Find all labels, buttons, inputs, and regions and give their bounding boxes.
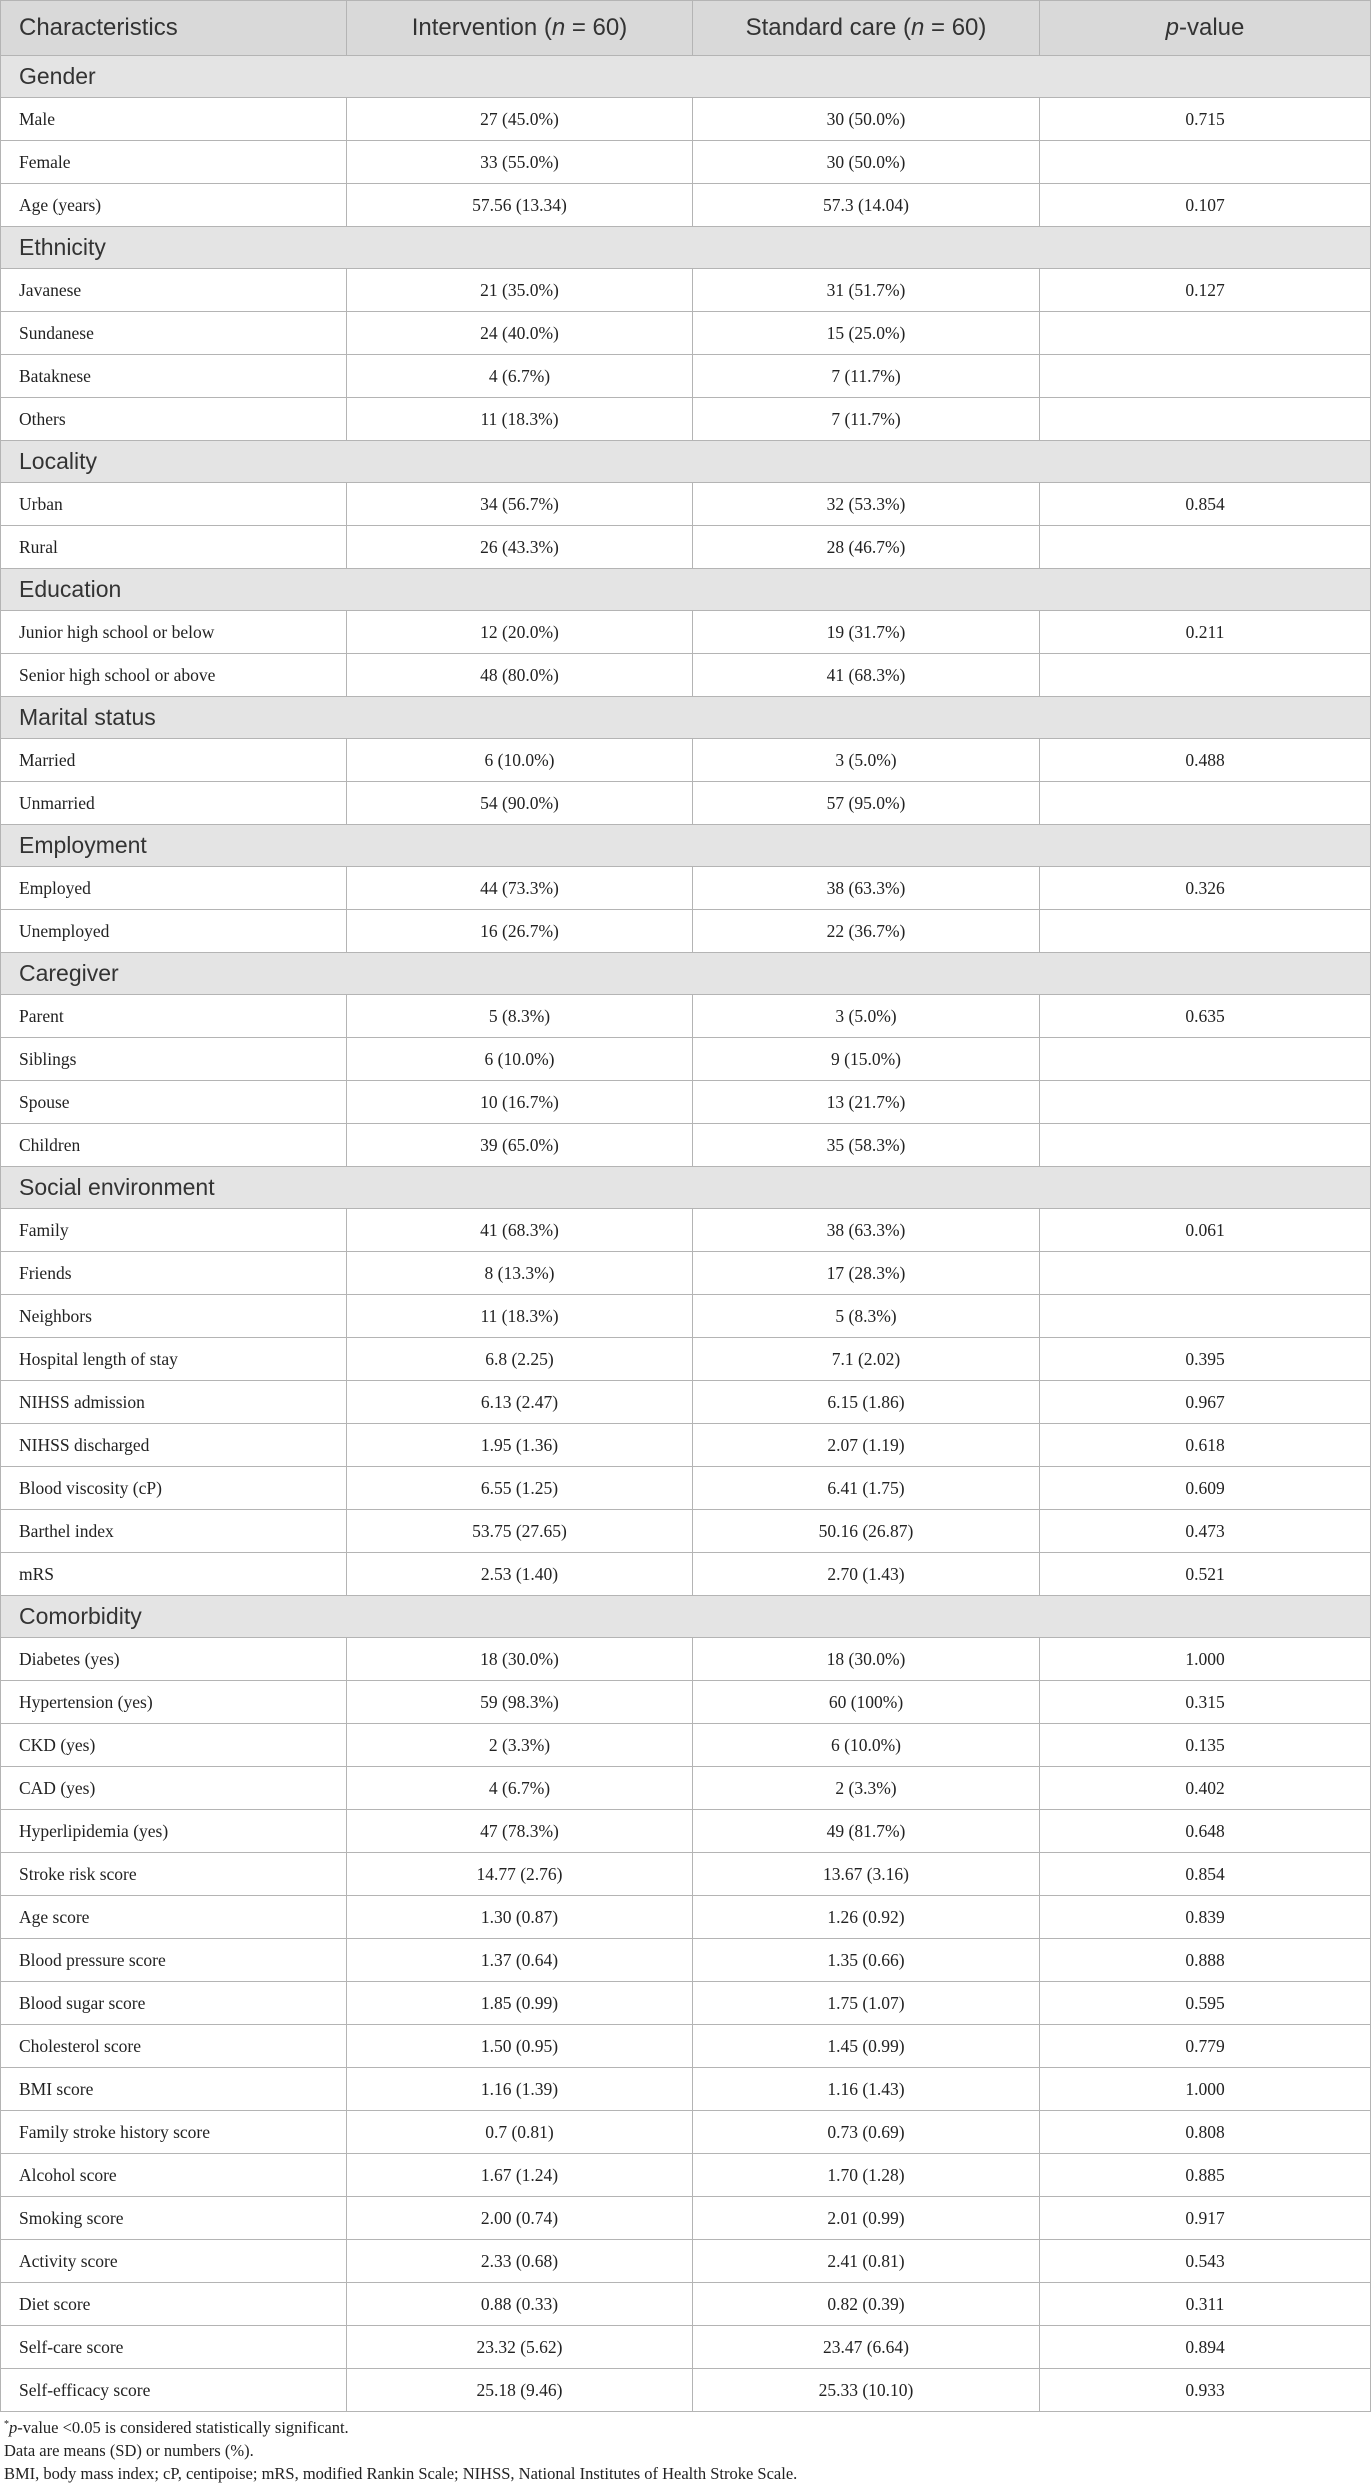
table-row xyxy=(1,1467,1371,1510)
standard-care-value: 1.26 (0.92) xyxy=(693,1896,1040,1939)
p-value: 0.967 xyxy=(1040,1381,1371,1424)
standard-care-value: 31 (51.7%) xyxy=(693,269,1040,312)
p-value: 0.521 xyxy=(1040,1553,1371,1596)
standard-care-value: 60 (100%) xyxy=(693,1681,1040,1724)
intervention-value: 24 (40.0%) xyxy=(347,312,693,355)
section-label: Education xyxy=(1,569,1371,611)
standard-care-value: 49 (81.7%) xyxy=(693,1810,1040,1853)
intervention-value: 12 (20.0%) xyxy=(347,611,693,654)
p-value: 0.107 xyxy=(1040,184,1371,227)
table-row xyxy=(1,1810,1371,1853)
intervention-value: 57.56 (13.34) xyxy=(347,184,693,227)
table-row xyxy=(1,782,1371,825)
intervention-value: 1.37 (0.64) xyxy=(347,1939,693,1982)
intervention-value: 0.7 (0.81) xyxy=(347,2111,693,2154)
p-value: 0.609 xyxy=(1040,1467,1371,1510)
footnote-significance-text: -value <0.05 is considered statistically significant. xyxy=(17,2418,349,2437)
standard-care-value: 1.16 (1.43) xyxy=(693,2068,1040,2111)
p-value: 0.402 xyxy=(1040,1767,1371,1810)
standard-care-value: 41 (68.3%) xyxy=(693,654,1040,697)
row-label: Hospital length of stay xyxy=(1,1338,347,1381)
standard-care-value: 2 (3.3%) xyxy=(693,1767,1040,1810)
intervention-value: 48 (80.0%) xyxy=(347,654,693,697)
table-row xyxy=(1,1982,1371,2025)
table-row xyxy=(1,2154,1371,2197)
row-label: Activity score xyxy=(1,2240,347,2283)
intervention-value: 1.16 (1.39) xyxy=(347,2068,693,2111)
p-value: 0.315 xyxy=(1040,1681,1371,1724)
standard-care-value: 1.75 (1.07) xyxy=(693,1982,1040,2025)
intervention-value: 16 (26.7%) xyxy=(347,910,693,953)
p-value xyxy=(1040,526,1371,569)
standard-care-value: 2.41 (0.81) xyxy=(693,2240,1040,2283)
standard-care-value: 50.16 (26.87) xyxy=(693,1510,1040,1553)
intervention-value: 2.53 (1.40) xyxy=(347,1553,693,1596)
footnote-p: p xyxy=(9,2418,18,2437)
row-label: Unemployed xyxy=(1,910,347,953)
standard-care-value: 19 (31.7%) xyxy=(693,611,1040,654)
footnote-star: * xyxy=(4,2418,9,2430)
row-label: Employed xyxy=(1,867,347,910)
table-row xyxy=(1,2240,1371,2283)
section-row xyxy=(1,1596,1371,1638)
table-row xyxy=(1,1038,1371,1081)
intervention-value: 6 (10.0%) xyxy=(347,739,693,782)
header-intervention-n: n xyxy=(551,14,566,41)
table-row xyxy=(1,184,1371,227)
row-label: Neighbors xyxy=(1,1295,347,1338)
standard-care-value: 6.15 (1.86) xyxy=(693,1381,1040,1424)
row-label: NIHSS admission xyxy=(1,1381,347,1424)
p-value: 0.635 xyxy=(1040,995,1371,1038)
intervention-value: 34 (56.7%) xyxy=(347,483,693,526)
table-row xyxy=(1,910,1371,953)
section-row xyxy=(1,569,1371,611)
row-label: Sundanese xyxy=(1,312,347,355)
p-value xyxy=(1040,1124,1371,1167)
section-label: Social environment xyxy=(1,1167,1371,1209)
standard-care-value: 7 (11.7%) xyxy=(693,398,1040,441)
row-label: Self-efficacy score xyxy=(1,2369,347,2412)
table-row xyxy=(1,1252,1371,1295)
intervention-value: 8 (13.3%) xyxy=(347,1252,693,1295)
intervention-value: 6.8 (2.25) xyxy=(347,1338,693,1381)
section-row xyxy=(1,441,1371,483)
standard-care-value: 1.35 (0.66) xyxy=(693,1939,1040,1982)
table-row xyxy=(1,739,1371,782)
intervention-value: 1.85 (0.99) xyxy=(347,1982,693,2025)
p-value: 0.543 xyxy=(1040,2240,1371,2283)
p-value xyxy=(1040,782,1371,825)
row-label: mRS xyxy=(1,1553,347,1596)
table-row xyxy=(1,2326,1371,2369)
intervention-value: 54 (90.0%) xyxy=(347,782,693,825)
table-row xyxy=(1,1553,1371,1596)
p-value: 0.933 xyxy=(1040,2369,1371,2412)
row-label: Friends xyxy=(1,1252,347,1295)
standard-care-value: 6 (10.0%) xyxy=(693,1724,1040,1767)
p-value xyxy=(1040,1038,1371,1081)
standard-care-value: 38 (63.3%) xyxy=(693,1209,1040,1252)
table-row xyxy=(1,1338,1371,1381)
header-standard-care xyxy=(693,1,1040,56)
p-value: 0.488 xyxy=(1040,739,1371,782)
table-row xyxy=(1,654,1371,697)
section-label: Ethnicity xyxy=(1,227,1371,269)
row-label: Senior high school or above xyxy=(1,654,347,697)
standard-care-value: 30 (50.0%) xyxy=(693,98,1040,141)
table-row xyxy=(1,1681,1371,1724)
table-row xyxy=(1,2111,1371,2154)
row-label: Stroke risk score xyxy=(1,1853,347,1896)
row-label: Diet score xyxy=(1,2283,347,2326)
table-row xyxy=(1,1424,1371,1467)
intervention-value: 10 (16.7%) xyxy=(347,1081,693,1124)
table-body xyxy=(1,56,1371,2412)
header-characteristics: Characteristics xyxy=(1,1,347,56)
standard-care-value: 57.3 (14.04) xyxy=(693,184,1040,227)
standard-care-value: 23.47 (6.64) xyxy=(693,2326,1040,2369)
standard-care-value: 6.41 (1.75) xyxy=(693,1467,1040,1510)
row-label: Female xyxy=(1,141,347,184)
row-label: Cholesterol score xyxy=(1,2025,347,2068)
table-row xyxy=(1,867,1371,910)
standard-care-value: 5 (8.3%) xyxy=(693,1295,1040,1338)
p-value: 0.648 xyxy=(1040,1810,1371,1853)
row-label: NIHSS discharged xyxy=(1,1424,347,1467)
standard-care-value: 30 (50.0%) xyxy=(693,141,1040,184)
row-label: Spouse xyxy=(1,1081,347,1124)
section-label: Employment xyxy=(1,825,1371,867)
standard-care-value: 35 (58.3%) xyxy=(693,1124,1040,1167)
header-standard-suffix: = 60) xyxy=(924,14,987,41)
section-label: Comorbidity xyxy=(1,1596,1371,1638)
header-intervention-prefix: Intervention ( xyxy=(411,14,552,41)
section-label: Locality xyxy=(1,441,1371,483)
intervention-value: 18 (30.0%) xyxy=(347,1638,693,1681)
p-value xyxy=(1040,1081,1371,1124)
row-label: Urban xyxy=(1,483,347,526)
row-label: Javanese xyxy=(1,269,347,312)
intervention-value: 1.67 (1.24) xyxy=(347,2154,693,2197)
row-label: CAD (yes) xyxy=(1,1767,347,1810)
header-standard-n: n xyxy=(911,14,925,41)
p-value: 0.808 xyxy=(1040,2111,1371,2154)
standard-care-value: 7 (11.7%) xyxy=(693,355,1040,398)
p-value: 0.854 xyxy=(1040,1853,1371,1896)
intervention-value: 2 (3.3%) xyxy=(347,1724,693,1767)
table-row xyxy=(1,312,1371,355)
row-label: Siblings xyxy=(1,1038,347,1081)
table-row xyxy=(1,2283,1371,2326)
row-label: Blood sugar score xyxy=(1,1982,347,2025)
standard-care-value: 32 (53.3%) xyxy=(693,483,1040,526)
row-label: Smoking score xyxy=(1,2197,347,2240)
table-row xyxy=(1,141,1371,184)
standard-care-value: 28 (46.7%) xyxy=(693,526,1040,569)
table-row xyxy=(1,2369,1371,2412)
table-row xyxy=(1,1381,1371,1424)
section-row xyxy=(1,697,1371,739)
table-row xyxy=(1,398,1371,441)
p-value: 0.888 xyxy=(1040,1939,1371,1982)
footnote-data-description: Data are means (SD) or numbers (%). xyxy=(4,2441,254,2460)
row-label: Age score xyxy=(1,1896,347,1939)
p-value: 0.854 xyxy=(1040,483,1371,526)
table-row xyxy=(1,1939,1371,1982)
standard-care-value: 1.70 (1.28) xyxy=(693,2154,1040,2197)
row-label: Diabetes (yes) xyxy=(1,1638,347,1681)
table-row xyxy=(1,1896,1371,1939)
p-value: 0.127 xyxy=(1040,269,1371,312)
table-row xyxy=(1,2025,1371,2068)
table-row xyxy=(1,2197,1371,2240)
header-row xyxy=(1,1,1371,56)
row-label: Parent xyxy=(1,995,347,1038)
table-row xyxy=(1,355,1371,398)
p-value xyxy=(1040,1252,1371,1295)
intervention-value: 4 (6.7%) xyxy=(347,1767,693,1810)
p-value: 0.061 xyxy=(1040,1209,1371,1252)
table-row xyxy=(1,611,1371,654)
p-value: 0.211 xyxy=(1040,611,1371,654)
row-label: Married xyxy=(1,739,347,782)
intervention-value: 4 (6.7%) xyxy=(347,355,693,398)
table-row xyxy=(1,1767,1371,1810)
standard-care-value: 13.67 (3.16) xyxy=(693,1853,1040,1896)
section-row xyxy=(1,953,1371,995)
section-row xyxy=(1,56,1371,98)
table-row xyxy=(1,2068,1371,2111)
p-value: 0.618 xyxy=(1040,1424,1371,1467)
row-label: Barthel index xyxy=(1,1510,347,1553)
standard-care-value: 17 (28.3%) xyxy=(693,1252,1040,1295)
intervention-value: 14.77 (2.76) xyxy=(347,1853,693,1896)
intervention-value: 39 (65.0%) xyxy=(347,1124,693,1167)
section-label: Caregiver xyxy=(1,953,1371,995)
intervention-value: 41 (68.3%) xyxy=(347,1209,693,1252)
header-p-value xyxy=(1040,1,1371,56)
p-value: 1.000 xyxy=(1040,1638,1371,1681)
table-row xyxy=(1,1295,1371,1338)
intervention-value: 21 (35.0%) xyxy=(347,269,693,312)
header-p: p xyxy=(1165,14,1179,41)
footnote-significance xyxy=(4,2418,349,2438)
intervention-value: 44 (73.3%) xyxy=(347,867,693,910)
intervention-value: 26 (43.3%) xyxy=(347,526,693,569)
row-label: Children xyxy=(1,1124,347,1167)
intervention-value: 27 (45.0%) xyxy=(347,98,693,141)
section-label: Gender xyxy=(1,56,1371,98)
p-value xyxy=(1040,1295,1371,1338)
intervention-value: 11 (18.3%) xyxy=(347,398,693,441)
table-row xyxy=(1,269,1371,312)
row-label: Family xyxy=(1,1209,347,1252)
standard-care-value: 38 (63.3%) xyxy=(693,867,1040,910)
p-value xyxy=(1040,141,1371,184)
p-value: 0.473 xyxy=(1040,1510,1371,1553)
standard-care-value: 3 (5.0%) xyxy=(693,995,1040,1038)
intervention-value: 2.33 (0.68) xyxy=(347,2240,693,2283)
table-row xyxy=(1,1081,1371,1124)
table-row xyxy=(1,1853,1371,1896)
standard-care-value: 22 (36.7%) xyxy=(693,910,1040,953)
table-row xyxy=(1,1124,1371,1167)
p-value: 0.715 xyxy=(1040,98,1371,141)
standard-care-value: 25.33 (10.10) xyxy=(693,2369,1040,2412)
row-label: Hyperlipidemia (yes) xyxy=(1,1810,347,1853)
standard-care-value: 13 (21.7%) xyxy=(693,1081,1040,1124)
intervention-value: 6 (10.0%) xyxy=(347,1038,693,1081)
row-label: Blood viscosity (cP) xyxy=(1,1467,347,1510)
p-value xyxy=(1040,312,1371,355)
section-row xyxy=(1,825,1371,867)
section-row xyxy=(1,1167,1371,1209)
p-value: 0.894 xyxy=(1040,2326,1371,2369)
header-p-suffix: -value xyxy=(1178,14,1245,41)
header-intervention xyxy=(347,1,693,56)
row-label: Unmarried xyxy=(1,782,347,825)
row-label: Bataknese xyxy=(1,355,347,398)
p-value: 0.917 xyxy=(1040,2197,1371,2240)
row-label: BMI score xyxy=(1,2068,347,2111)
intervention-value: 1.30 (0.87) xyxy=(347,1896,693,1939)
table-row xyxy=(1,1724,1371,1767)
p-value: 0.885 xyxy=(1040,2154,1371,2197)
intervention-value: 1.50 (0.95) xyxy=(347,2025,693,2068)
standard-care-value: 0.82 (0.39) xyxy=(693,2283,1040,2326)
row-label: Male xyxy=(1,98,347,141)
standard-care-value: 57 (95.0%) xyxy=(693,782,1040,825)
intervention-value: 2.00 (0.74) xyxy=(347,2197,693,2240)
standard-care-value: 15 (25.0%) xyxy=(693,312,1040,355)
standard-care-value: 2.07 (1.19) xyxy=(693,1424,1040,1467)
intervention-value: 1.95 (1.36) xyxy=(347,1424,693,1467)
intervention-value: 53.75 (27.65) xyxy=(347,1510,693,1553)
p-value: 0.135 xyxy=(1040,1724,1371,1767)
table-row xyxy=(1,526,1371,569)
p-value: 0.839 xyxy=(1040,1896,1371,1939)
p-value xyxy=(1040,654,1371,697)
row-label: Family stroke history score xyxy=(1,2111,347,2154)
intervention-value: 0.88 (0.33) xyxy=(347,2283,693,2326)
row-label: Alcohol score xyxy=(1,2154,347,2197)
table-row xyxy=(1,98,1371,141)
intervention-value: 59 (98.3%) xyxy=(347,1681,693,1724)
footnote-abbreviations: BMI, body mass index; cP, centipoise; mRS, modified Rankin Scale; NIHSS, National Institutes of Health Stroke Scale. xyxy=(4,2464,798,2483)
standard-care-value: 1.45 (0.99) xyxy=(693,2025,1040,2068)
standard-care-value: 3 (5.0%) xyxy=(693,739,1040,782)
row-label: Age (years) xyxy=(1,184,347,227)
intervention-value: 47 (78.3%) xyxy=(347,1810,693,1853)
p-value xyxy=(1040,910,1371,953)
p-value: 1.000 xyxy=(1040,2068,1371,2111)
row-label: CKD (yes) xyxy=(1,1724,347,1767)
table-row xyxy=(1,1510,1371,1553)
table-header xyxy=(1,1,1371,56)
standard-care-value: 2.70 (1.43) xyxy=(693,1553,1040,1596)
p-value xyxy=(1040,398,1371,441)
standard-care-value: 2.01 (0.99) xyxy=(693,2197,1040,2240)
row-label: Blood pressure score xyxy=(1,1939,347,1982)
table-row xyxy=(1,1638,1371,1681)
p-value: 0.395 xyxy=(1040,1338,1371,1381)
intervention-value: 25.18 (9.46) xyxy=(347,2369,693,2412)
p-value: 0.595 xyxy=(1040,1982,1371,2025)
intervention-value: 11 (18.3%) xyxy=(347,1295,693,1338)
row-label: Self-care score xyxy=(1,2326,347,2369)
header-standard-prefix: Standard care ( xyxy=(745,14,911,41)
header-intervention-suffix: = 60) xyxy=(565,14,628,41)
standard-care-value: 18 (30.0%) xyxy=(693,1638,1040,1681)
standard-care-value: 9 (15.0%) xyxy=(693,1038,1040,1081)
p-value: 0.326 xyxy=(1040,867,1371,910)
intervention-value: 6.13 (2.47) xyxy=(347,1381,693,1424)
table-row xyxy=(1,1209,1371,1252)
table-row xyxy=(1,995,1371,1038)
p-value xyxy=(1040,355,1371,398)
p-value: 0.311 xyxy=(1040,2283,1371,2326)
row-label: Others xyxy=(1,398,347,441)
table-row xyxy=(1,483,1371,526)
intervention-value: 23.32 (5.62) xyxy=(347,2326,693,2369)
intervention-value: 5 (8.3%) xyxy=(347,995,693,1038)
row-label: Junior high school or below xyxy=(1,611,347,654)
standard-care-value: 0.73 (0.69) xyxy=(693,2111,1040,2154)
p-value: 0.779 xyxy=(1040,2025,1371,2068)
intervention-value: 6.55 (1.25) xyxy=(347,1467,693,1510)
section-row xyxy=(1,227,1371,269)
intervention-value: 33 (55.0%) xyxy=(347,141,693,184)
standard-care-value: 7.1 (2.02) xyxy=(693,1338,1040,1381)
row-label: Rural xyxy=(1,526,347,569)
section-label: Marital status xyxy=(1,697,1371,739)
row-label: Hypertension (yes) xyxy=(1,1681,347,1724)
